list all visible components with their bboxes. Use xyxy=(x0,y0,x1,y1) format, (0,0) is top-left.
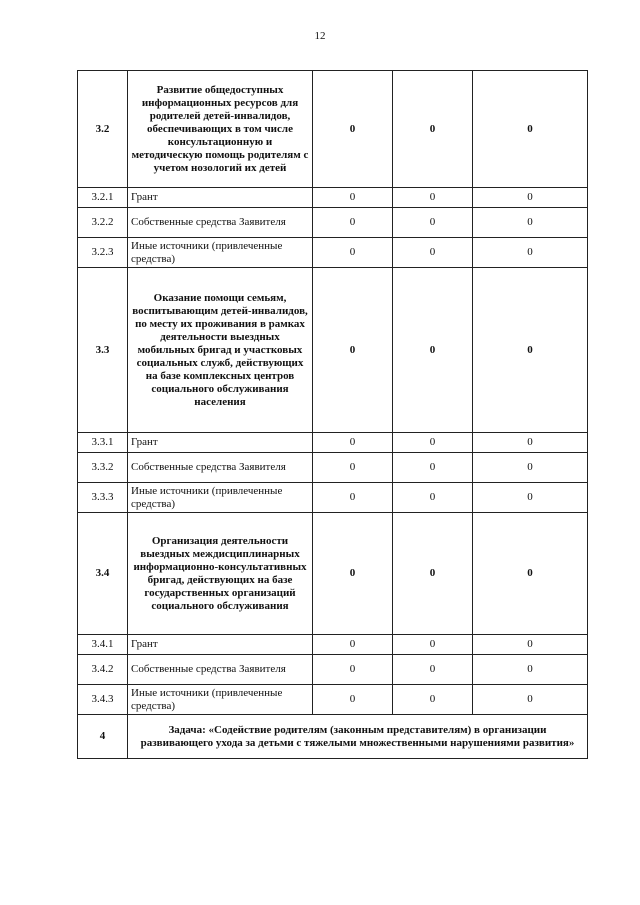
value-cell: 0 xyxy=(313,208,393,238)
task-row xyxy=(78,715,588,759)
value-cell: 0 xyxy=(313,685,393,715)
row-code: 3.3.3 xyxy=(78,483,128,513)
section-row xyxy=(78,513,588,635)
row-code: 3.2.3 xyxy=(78,238,128,268)
row-code: 3.4.2 xyxy=(78,655,128,685)
section-title: Развитие общедоступных информационных ресурсов для родителей детей-инвалидов, обеспечивающих в том числе консультационную и методическую помощь родителям с учетом нозологий их детей xyxy=(128,71,313,188)
row-label: Иные источники (привлеченные средства) xyxy=(128,483,313,513)
row-code: 3.3.2 xyxy=(78,453,128,483)
row-label: Собственные средства Заявителя xyxy=(128,453,313,483)
table-row xyxy=(78,433,588,453)
row-label: Собственные средства Заявителя xyxy=(128,655,313,685)
table-row xyxy=(78,635,588,655)
value-cell: 0 xyxy=(393,71,473,188)
value-cell: 0 xyxy=(393,208,473,238)
value-cell: 0 xyxy=(473,433,588,453)
section-row xyxy=(78,268,588,433)
value-cell: 0 xyxy=(473,188,588,208)
value-cell: 0 xyxy=(473,635,588,655)
value-cell: 0 xyxy=(393,453,473,483)
row-label: Грант xyxy=(128,188,313,208)
value-cell: 0 xyxy=(313,188,393,208)
value-cell: 0 xyxy=(393,655,473,685)
value-cell: 0 xyxy=(473,71,588,188)
value-cell: 0 xyxy=(393,685,473,715)
section-title: Организация деятельности выездных междисциплинарных информационно-консультативных бригад, действующих на базе государственных организаций социального обслуживания xyxy=(128,513,313,635)
row-label: Грант xyxy=(128,433,313,453)
row-label: Иные источники (привлеченные средства) xyxy=(128,685,313,715)
value-cell: 0 xyxy=(473,268,588,433)
budget-table xyxy=(77,70,588,759)
value-cell: 0 xyxy=(313,453,393,483)
row-code: 3.2.2 xyxy=(78,208,128,238)
value-cell: 0 xyxy=(393,188,473,208)
table-row xyxy=(78,188,588,208)
table-row xyxy=(78,238,588,268)
section-code: 3.2 xyxy=(78,71,128,188)
value-cell: 0 xyxy=(393,635,473,655)
value-cell: 0 xyxy=(393,433,473,453)
value-cell: 0 xyxy=(473,655,588,685)
page-number: 12 xyxy=(314,30,326,42)
value-cell: 0 xyxy=(473,238,588,268)
row-label: Собственные средства Заявителя xyxy=(128,208,313,238)
row-label: Иные источники (привлеченные средства) xyxy=(128,238,313,268)
section-code: 3.4 xyxy=(78,513,128,635)
row-label: Грант xyxy=(128,635,313,655)
value-cell: 0 xyxy=(313,513,393,635)
row-code: 3.2.1 xyxy=(78,188,128,208)
table-row xyxy=(78,685,588,715)
value-cell: 0 xyxy=(473,685,588,715)
task-text: Задача: «Содействие родителям (законным представителям) в организации развивающего ухода за детьми с тяжелыми множественными нарушениями развития» xyxy=(128,715,588,759)
value-cell: 0 xyxy=(313,238,393,268)
value-cell: 0 xyxy=(313,635,393,655)
value-cell: 0 xyxy=(313,433,393,453)
row-code: 3.3.1 xyxy=(78,433,128,453)
value-cell: 0 xyxy=(393,513,473,635)
value-cell: 0 xyxy=(473,453,588,483)
value-cell: 0 xyxy=(393,268,473,433)
table-row xyxy=(78,453,588,483)
row-code: 3.4.1 xyxy=(78,635,128,655)
value-cell: 0 xyxy=(313,483,393,513)
section-title: Оказание помощи семьям, воспитывающим детей-инвалидов, по месту их проживания в рамках деятельности выездных мобильных бригад и участковых социальных служб, действующих на базе комплексных центров социального обслуживания населения xyxy=(128,268,313,433)
value-cell: 0 xyxy=(313,655,393,685)
value-cell: 0 xyxy=(473,483,588,513)
task-code: 4 xyxy=(78,715,128,759)
value-cell: 0 xyxy=(313,71,393,188)
table-row xyxy=(78,655,588,685)
table-row xyxy=(78,483,588,513)
value-cell: 0 xyxy=(313,268,393,433)
section-code: 3.3 xyxy=(78,268,128,433)
table-row xyxy=(78,208,588,238)
value-cell: 0 xyxy=(473,208,588,238)
value-cell: 0 xyxy=(393,483,473,513)
value-cell: 0 xyxy=(473,513,588,635)
value-cell: 0 xyxy=(393,238,473,268)
section-row xyxy=(78,71,588,188)
row-code: 3.4.3 xyxy=(78,685,128,715)
